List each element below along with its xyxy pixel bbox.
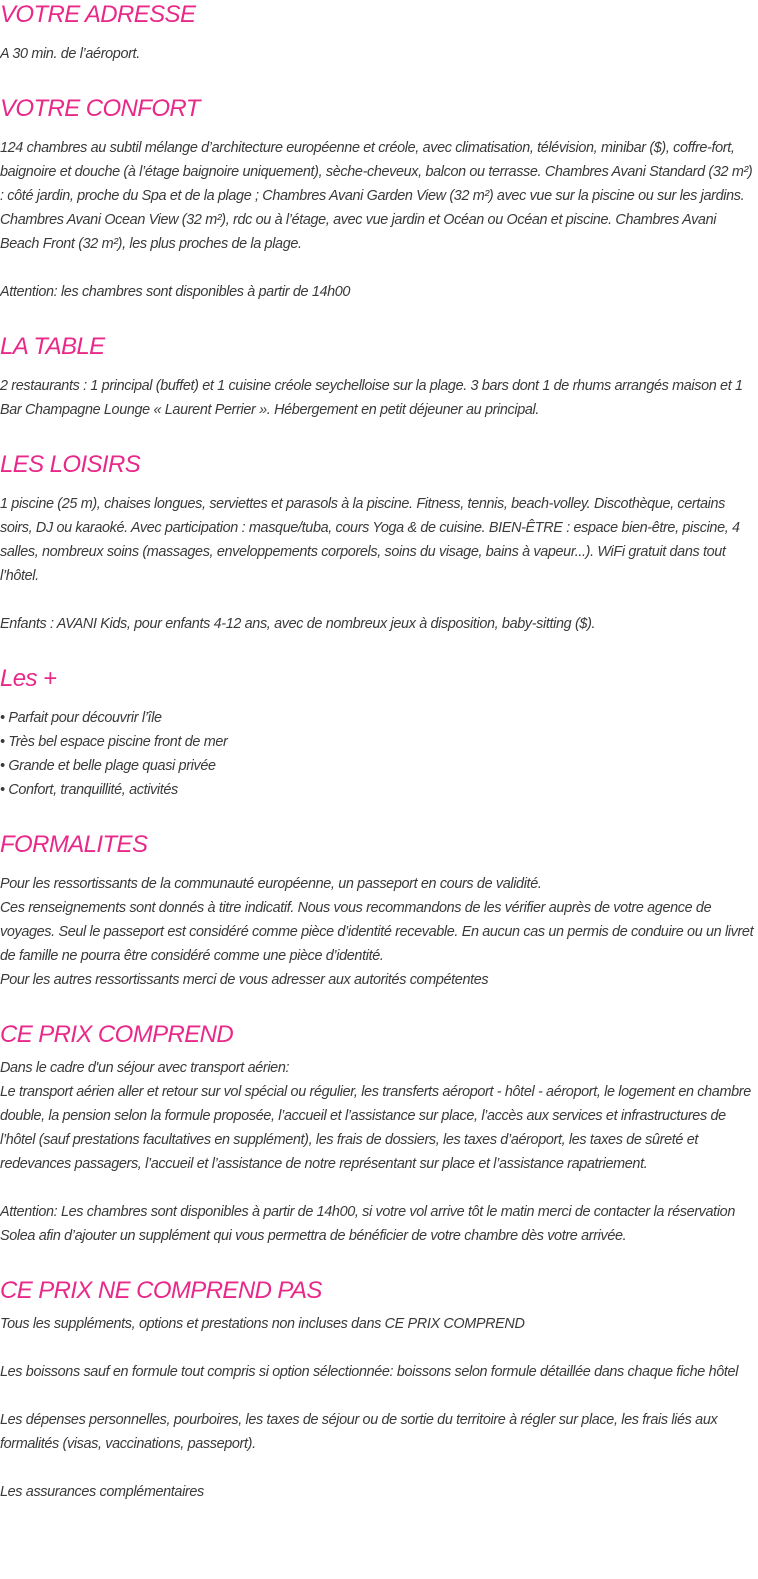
section-title-loisirs: LES LOISIRS [0,451,141,478]
comprend-line-1: Dans le cadre d'un séjour avec transport aérien: [0,1060,290,1076]
comprend-line-2: Le transport aérien aller et retour sur vol spécial ou régulier, les transferts aéroport - hôtel - aéroport, le logement en chambre double, la pension selon la formule proposée, l’accueil et l’assistance sur place, l’accès aux services et infrastructures de l’hôtel (sauf prestations facultatives en supplément), les frais de dossiers, les taxes d’aéroport, les taxes de sûreté et redevances passagers, l’accueil et l’assistance de notre représentant sur place et l’assistance rapatriement. [0,1084,751,1172]
list-item: • Confort, tranquillité, activités [0,782,178,798]
ne-comprend-pas-line-1: Tous les suppléments, options et prestations non incluses dans CE PRIX COMPREND [0,1316,525,1332]
formalites-line-1: Pour les ressortissants de la communauté européenne, un passeport en cours de validité. [0,876,542,892]
section-title-confort: VOTRE CONFORT [0,95,200,122]
section-title-table: LA TABLE [0,333,105,360]
section-title-plus: Les + [0,665,57,692]
loisirs-text: 1 piscine (25 m), chaises longues, serviettes et parasols à la piscine. Fitness, tennis, beach-volley. Discothèque, certains soirs, DJ ou karaoké. Avec participation : masque/tuba, cours Yoga & de cuisine. BIEN-ÊTRE : espace bien-être, piscine, 4 salles, nombreux soins (massages, enveloppements corporels, soins du visage, bains à vapeur...). WiFi gratuit dans tout l’hôtel. [0,496,740,584]
section-title-ne-comprend-pas: CE PRIX NE COMPREND PAS [0,1277,322,1304]
loisirs-enfants: Enfants : AVANI Kids, pour enfants 4-12 ans, avec de nombreux jeux à disposition, baby-sitting ($). [0,616,596,632]
formalites-line-2: Ces renseignements sont donnés à titre indicatif. Nous vous recommandons de les vérifier auprès de votre agence de voyages. Seul le passeport est considéré comme pièce d’identité recevable. En aucun cas un permis de conduire ou un livret de famille ne pourra être considéré comme une pièce d’identité. [0,900,754,964]
formalites-line-3: Pour les autres ressortissants merci de vous adresser aux autorités compétentes [0,972,489,988]
section-title-formalites: FORMALITES [0,831,148,858]
adresse-text: A 30 min. de l’aéroport. [0,46,140,62]
ne-comprend-pas-line-2: Les boissons sauf en formule tout compris si option sélectionnée: boissons selon formule détaillée dans chaque fiche hôtel [0,1364,739,1380]
confort-text: 124 chambres au subtil mélange d’architecture européenne et créole, avec climatisation, télévision, minibar ($), coffre-fort, baignoire et douche (à l’étage baignoire uniquement), sèche-cheveux, balcon ou terrasse. Chambres Avani Standard (32 m²) : côté jardin, proche du Spa et de la plage ; Chambres Avani Garden View (32 m²) avec vue sur la piscine ou sur les jardins. Chambres Avani Ocean View (32 m²), rdc ou à l’étage, avec vue jardin et Océan ou Océan et piscine. Chambres Avani Beach Front (32 m²), les plus proches de la plage. [0,140,753,252]
section-title-adresse: VOTRE ADRESSE [0,1,196,28]
plus-list [0,706,754,802]
list-item: • Très bel espace piscine front de mer [0,734,228,750]
section-title-comprend: CE PRIX COMPREND [0,1021,234,1048]
comprend-attention: Attention: Les chambres sont disponibles à partir de 14h00, si votre vol arrive tôt le matin merci de contacter la réservation Solea afin d’ajouter un supplément qui vous permettra de bénéficier de votre chambre dès votre arrivée. [0,1204,735,1244]
ne-comprend-pas-line-4: Les assurances complémentaires [0,1484,204,1500]
list-item: • Grande et belle plage quasi privée [0,758,216,774]
table-text: 2 restaurants : 1 principal (buffet) et 1 cuisine créole seychelloise sur la plage. 3 bars dont 1 de rhums arrangés maison et 1 Bar Champagne Lounge « Laurent Perrier ». Hébergement en petit déjeuner au principal. [0,378,743,418]
ne-comprend-pas-line-3: Les dépenses personnelles, pourboires, les taxes de séjour ou de sortie du territoire à régler sur place, les frais liés aux formalités (visas, vaccinations, passeport). [0,1412,718,1452]
confort-attention: Attention: les chambres sont disponibles à partir de 14h00 [0,284,351,300]
list-item: • Parfait pour découvrir l’île [0,710,162,726]
